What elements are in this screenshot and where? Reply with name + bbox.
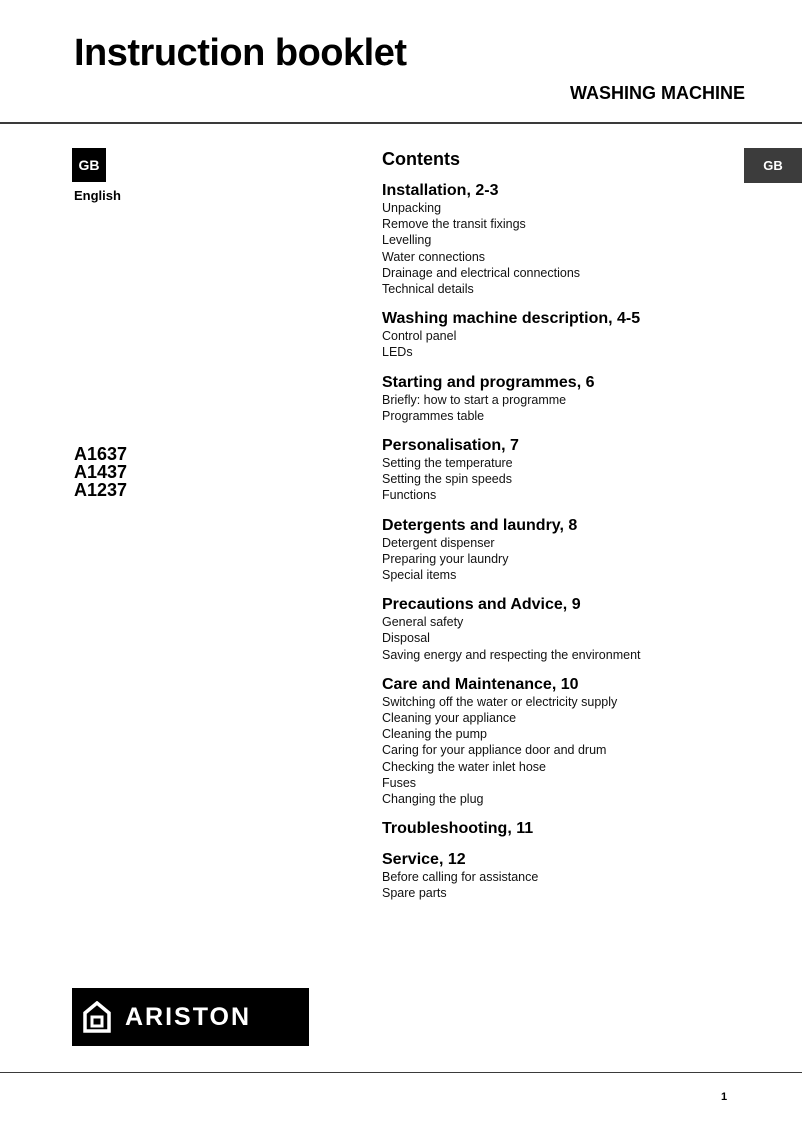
toc-item: Cleaning your appliance bbox=[382, 711, 517, 726]
toc-item: Fuses bbox=[382, 775, 417, 790]
toc-item: Saving energy and respecting the environment bbox=[382, 647, 641, 662]
toc-item: LEDs bbox=[382, 345, 413, 360]
toc-section-title: Precautions and Advice, 9 bbox=[382, 596, 581, 614]
toc-section bbox=[382, 310, 722, 360]
brand-logo bbox=[72, 988, 309, 1046]
top-divider bbox=[0, 122, 802, 124]
toc-item: Caring for your appliance door and drum bbox=[382, 743, 607, 758]
toc-section-title: Installation, 2-3 bbox=[382, 182, 499, 199]
toc-item: Briefly: how to start a programme bbox=[382, 392, 567, 407]
toc-item: Switching off the water or electricity supply bbox=[382, 694, 618, 709]
contents-title: Contents bbox=[382, 149, 460, 169]
toc-section-title: Service, 12 bbox=[382, 851, 466, 869]
toc-section bbox=[382, 517, 722, 584]
toc-section-title: Troubleshooting, 11 bbox=[382, 820, 534, 838]
toc-item: Programmes table bbox=[382, 408, 485, 423]
page-number: 1 bbox=[721, 1091, 728, 1103]
toc-section bbox=[382, 596, 722, 663]
language-tab: GB bbox=[744, 148, 802, 183]
brand-name: ARISTON bbox=[125, 1002, 252, 1031]
toc-item: General safety bbox=[382, 615, 464, 630]
toc-section-title: Detergents and laundry, 8 bbox=[382, 516, 578, 534]
toc-item: Unpacking bbox=[382, 201, 442, 215]
model-number: A1237 bbox=[74, 480, 128, 500]
toc-item: Preparing your laundry bbox=[382, 551, 509, 566]
toc-section bbox=[382, 851, 722, 901]
table-of-contents bbox=[382, 148, 722, 915]
toc-item: Checking the water inlet hose bbox=[382, 759, 546, 774]
toc-section bbox=[382, 437, 722, 504]
bottom-divider bbox=[0, 1072, 802, 1073]
toc-item: Water connections bbox=[382, 249, 486, 264]
toc-section-title: Personalisation, 7 bbox=[382, 437, 519, 455]
toc-section bbox=[382, 676, 722, 807]
house-logo-icon bbox=[83, 1001, 111, 1033]
model-number: A1437 bbox=[74, 462, 128, 482]
toc-section-title: Care and Maintenance, 10 bbox=[382, 675, 579, 693]
toc-item: Remove the transit fixings bbox=[382, 217, 526, 232]
toc-item: Drainage and electrical connections bbox=[382, 265, 581, 280]
toc-item: Spare parts bbox=[382, 886, 447, 901]
language-badge: GB bbox=[72, 148, 106, 182]
model-number: A1637 bbox=[74, 444, 128, 464]
toc-item: Functions bbox=[382, 488, 437, 503]
toc-item: Changing the plug bbox=[382, 792, 484, 807]
toc-section bbox=[382, 374, 722, 424]
toc-item: Disposal bbox=[382, 631, 430, 646]
toc-item: Special items bbox=[382, 568, 457, 583]
toc-section-title: Starting and programmes, 6 bbox=[382, 373, 595, 391]
toc-item: Control panel bbox=[382, 329, 457, 344]
toc-section-title: Washing machine description, 4-5 bbox=[382, 310, 641, 328]
toc-item: Before calling for assistance bbox=[382, 870, 539, 885]
toc-section bbox=[382, 820, 722, 838]
toc-item: Levelling bbox=[382, 233, 432, 248]
toc-item: Setting the temperature bbox=[382, 456, 513, 471]
language-label: English bbox=[74, 188, 121, 203]
toc-section bbox=[382, 182, 722, 297]
toc-item: Detergent dispenser bbox=[382, 535, 495, 550]
product-type: WASHING MACHINE bbox=[570, 83, 745, 103]
toc-item: Technical details bbox=[382, 282, 474, 297]
toc-item: Setting the spin speeds bbox=[382, 472, 512, 487]
page-title: Instruction booklet bbox=[74, 32, 407, 74]
toc-item: Cleaning the pump bbox=[382, 727, 487, 742]
model-list bbox=[74, 445, 127, 499]
